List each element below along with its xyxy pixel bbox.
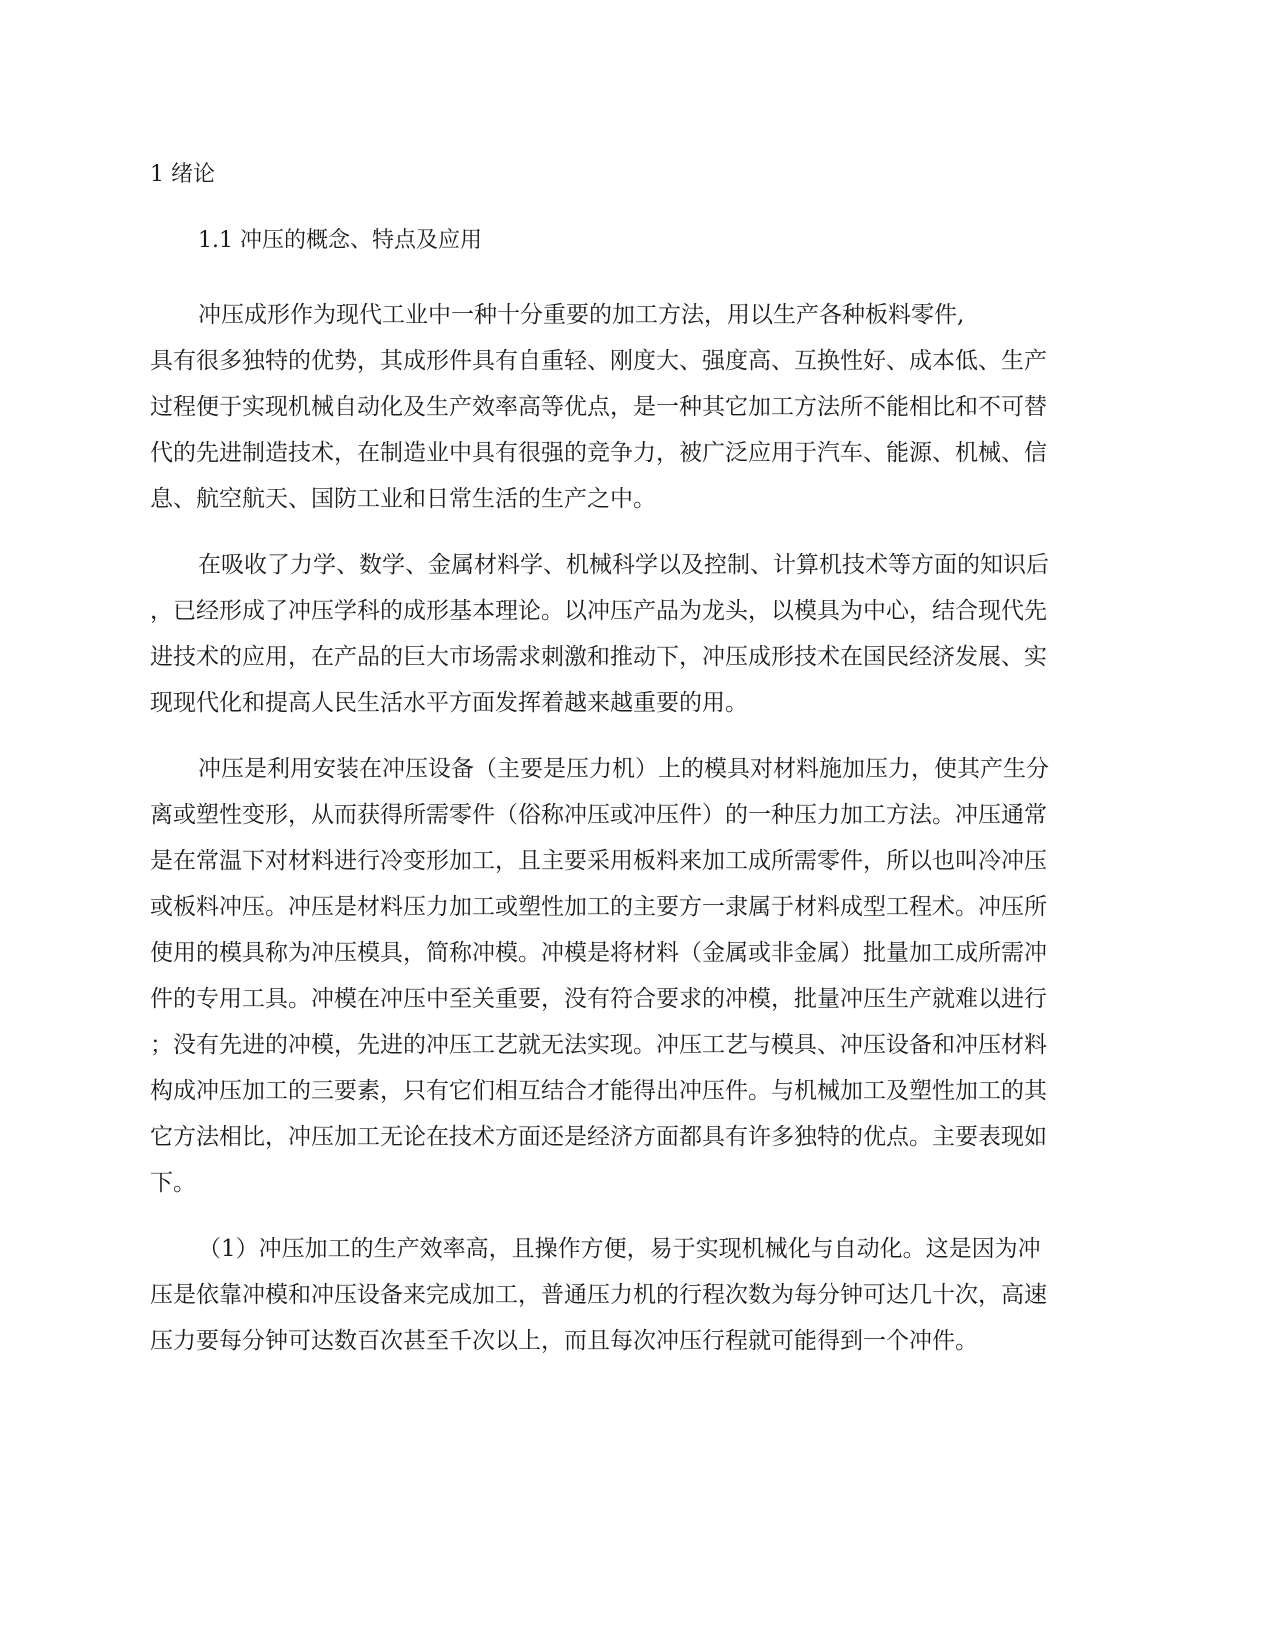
paragraph-line: 冲压是利用安装在冲压设备（主要是压力机）上的模具对材料施加压力，使其产生分 <box>198 756 1049 782</box>
paragraph-line: 在吸收了力学、数学、金属材料学、机械科学以及控制、计算机技术等方面的知识后 <box>198 552 1049 578</box>
paragraph-line: 是在常温下对材料进行冷变形加工，且主要采用板料来加工成所需零件，所以也叫冷冲压 <box>150 848 1047 874</box>
paragraph-line: 息、航空航天、国防工业和日常生活的生产之中。 <box>150 486 656 512</box>
paragraph-2 <box>150 542 1125 726</box>
paragraph-line: 或板料冲压。冲压是材料压力加工或塑性加工的主要方一隶属于材料成型工程术。冲压所 <box>150 894 1047 920</box>
paragraph-line: 具有很多独特的优势，其成形件具有自重轻、刚度大、强度高、互换性好、成本低、生产 <box>150 348 1047 374</box>
paragraph-line: 使用的模具称为冲压模具，简称冲模。冲模是将材料（金属或非金属）批量加工成所需冲 <box>150 940 1047 966</box>
section-title: 1.1 冲压的概念、特点及应用 <box>198 228 482 253</box>
paragraph-line: 压力要每分钟可达数百次甚至千次以上，而且每次冲压行程就可能得到一个冲件。 <box>150 1328 978 1354</box>
paragraph-line: ；没有先进的冲模，先进的冲压工艺就无法实现。冲压工艺与模具、冲压设备和冲压材料 <box>150 1032 1047 1058</box>
paragraph-line: 件的专用工具。冲模在冲压中至关重要，没有符合要求的冲模，批量冲压生产就难以进行 <box>150 986 1047 1012</box>
paragraph-line: 进技术的应用，在产品的巨大市场需求刺激和推动下，冲压成形技术在国民经济发展、实 <box>150 644 1047 670</box>
paragraph-line: 下。 <box>150 1170 196 1196</box>
chapter-title: 1 绪论 <box>150 162 215 187</box>
paragraph-line: ，已经形成了冲压学科的成形基本理论。以冲压产品为龙头，以模具为中心，结合现代先 <box>150 598 1047 624</box>
paragraph-line: 代的先进制造技术，在制造业中具有很强的竞争力，被广泛应用于汽车、能源、机械、信 <box>150 440 1047 466</box>
document-body <box>150 160 1125 1384</box>
paragraph-3 <box>150 746 1125 1206</box>
paragraph-4 <box>150 1226 1125 1364</box>
paragraph-line: 过程便于实现机械自动化及生产效率高等优点，是一种其它加工方法所不能相比和不可替 <box>150 394 1047 420</box>
paragraph-line: 离或塑性变形，从而获得所需零件（俗称冲压或冲压件）的一种压力加工方法。冲压通常 <box>150 802 1047 828</box>
paragraph-line: 现现代化和提高人民生活水平方面发挥着越来越重要的用。 <box>150 690 748 716</box>
paragraph-line: 压是依靠冲模和冲压设备来完成加工，普通压力机的行程次数为每分钟可达几十次，高速 <box>150 1282 1047 1308</box>
paragraph-line: 构成冲压加工的三要素，只有它们相互结合才能得出冲压件。与机械加工及塑性加工的其 <box>150 1078 1047 1104</box>
paragraph-1 <box>150 292 1125 522</box>
paragraph-line: （1）冲压加工的生产效率高，且操作方便，易于实现机械化与自动化。这是因为冲 <box>198 1236 1041 1262</box>
paragraph-line: 它方法相比，冲压加工无论在技术方面还是经济方面都具有许多独特的优点。主要表现如 <box>150 1124 1047 1150</box>
paragraph-line: 冲压成形作为现代工业中一种十分重要的加工方法，用以生产各种板料零件, <box>198 302 965 328</box>
